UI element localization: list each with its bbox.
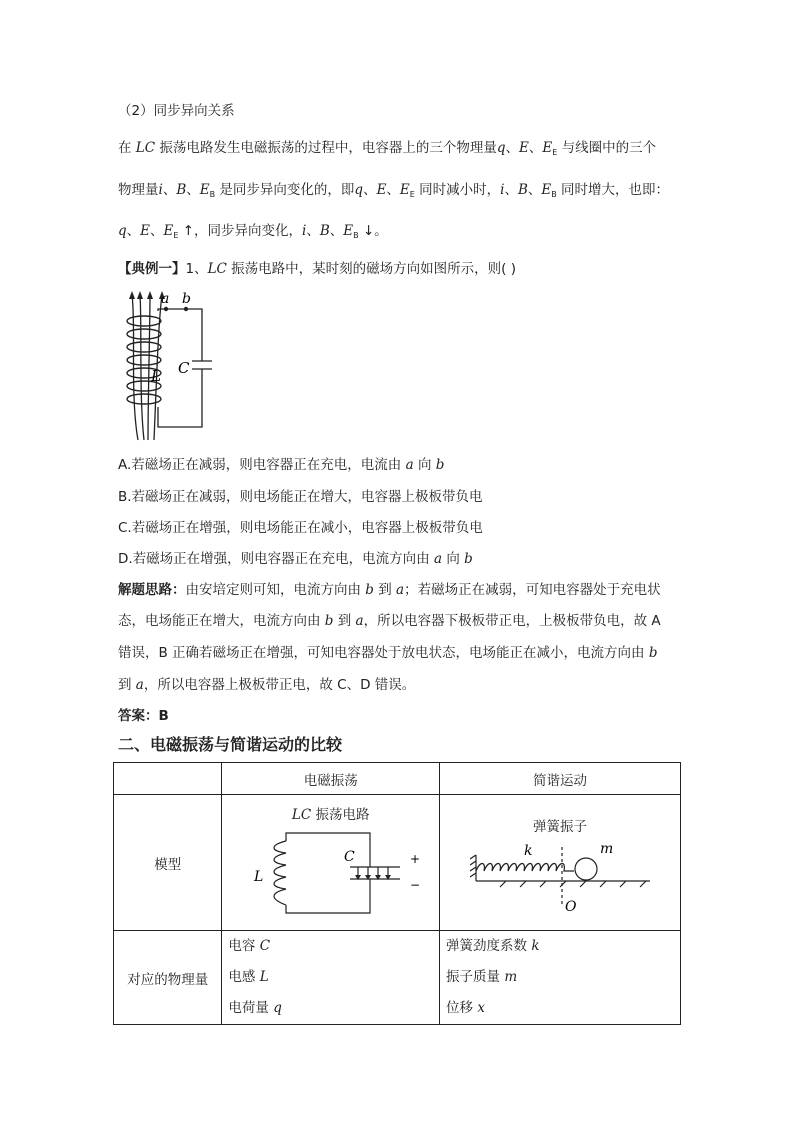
text: 、 (329, 223, 344, 239)
answer: 答案：B (118, 708, 169, 724)
text: 到 (373, 582, 397, 598)
symbol: b (435, 457, 445, 473)
symbol: b (648, 645, 658, 661)
text: 电容 (228, 938, 260, 954)
text: ↓。 (358, 223, 388, 239)
text: 、 (126, 223, 141, 239)
solution-line-1 (118, 581, 661, 599)
symbol-b: B (176, 182, 187, 198)
option-b: B.若磁场正在减弱，则电场能正在增大，电容器上极板带负电 (118, 489, 483, 505)
paragraph-line-2 (118, 181, 669, 204)
list-item (228, 993, 439, 1024)
text: 是同步异向变化的，即 (215, 182, 355, 198)
symbol-e: E (376, 182, 387, 198)
arrow-icon (129, 291, 165, 299)
symbol: C (259, 938, 271, 954)
text: ；若磁场正在减弱，可知电容器处于充电状 (404, 582, 661, 598)
symbol: a (405, 457, 414, 473)
symbol-eb: E (541, 182, 552, 198)
list-item (446, 993, 680, 1024)
list-item (228, 962, 439, 993)
text: 、 (306, 223, 320, 239)
symbol-eb: E (199, 182, 210, 198)
symbol-i: i (302, 223, 307, 239)
floor-hatch (500, 881, 646, 887)
option-d (118, 550, 473, 568)
text: 、 (505, 140, 520, 156)
symbol-i: i (500, 182, 505, 198)
symbol: L (259, 969, 269, 985)
list-item (446, 931, 680, 962)
lc-caption (222, 803, 439, 823)
text: 、 (150, 223, 164, 239)
label-o: O (565, 899, 577, 915)
spring-caption: 弹簧振子 (533, 819, 587, 835)
text: 由安培定则可知，电流方向由 (185, 582, 366, 598)
table-row (114, 931, 681, 1025)
label-c: C (344, 849, 356, 865)
text: 向 (413, 457, 436, 473)
text: 在 (118, 140, 136, 156)
lc-circuit-diagram (250, 825, 430, 925)
text: A.若磁场正在减弱，则电容器正在充电，电流由 (118, 457, 406, 473)
symbol: k (531, 938, 540, 954)
symbol: q (273, 1000, 282, 1016)
coil (274, 841, 286, 905)
symbol: a (396, 582, 405, 598)
text: 振荡电路中，某时刻的磁场方向如图所示，则( ) (226, 261, 517, 277)
text: 电感 (228, 969, 260, 985)
plus-sign: + (410, 852, 421, 866)
text: 到 (118, 677, 136, 693)
symbol-i: i (158, 182, 163, 198)
spring (476, 864, 574, 872)
text: 同时减小时， (414, 182, 501, 198)
shm-quantities (440, 931, 681, 1025)
symbol-ee: E (399, 182, 410, 198)
example-tag: 【典例一】 (118, 261, 186, 277)
spring-model-cell (440, 795, 681, 931)
symbol-lc: LC (207, 261, 227, 277)
symbol-ee: E (163, 223, 174, 239)
symbol-lc: LC (291, 807, 312, 823)
table-header-cell: 简谐运动 (440, 763, 681, 795)
text: 与线圈中的三个 (557, 140, 657, 156)
row-label: 模型 (114, 795, 222, 931)
node-b (184, 307, 188, 311)
subscript: E (552, 148, 558, 157)
minus-sign: − (410, 878, 421, 892)
row-label: 对应的物理量 (114, 931, 222, 1025)
symbol-e: E (519, 140, 529, 156)
subscript: B (209, 190, 216, 199)
node-a (164, 307, 168, 311)
circuit-wire (286, 833, 370, 867)
symbol-q: q (118, 223, 127, 239)
text: 、 (363, 182, 377, 198)
text: 、 (528, 140, 543, 156)
solution-line-3 (118, 644, 658, 662)
symbol: b (365, 582, 374, 598)
option-a (118, 456, 444, 474)
section-heading: 二、电磁振荡与简谐运动的比较 (118, 735, 343, 754)
text: 、 (386, 182, 400, 198)
solution-label: 解题思路： (118, 582, 186, 598)
list-item (228, 931, 439, 962)
table-header-cell (114, 763, 222, 795)
label-k: k (524, 843, 533, 859)
symbol: a (433, 551, 443, 567)
mass-ball (575, 858, 597, 880)
symbol: m (504, 969, 518, 985)
option-c: C.若磁场正在增强，则电场能正在减小，电容器上极板带负电 (118, 520, 483, 536)
label-m: m (600, 841, 614, 857)
label-l: L (254, 869, 264, 885)
text: 态，电场能正在增大，电流方向由 (118, 613, 325, 629)
circuit-wire (286, 879, 370, 913)
text: 、 (186, 182, 200, 198)
symbol-lc: LC (135, 140, 156, 156)
symbol-q: q (354, 182, 364, 198)
symbol-q: q (496, 140, 506, 156)
solution-line-2 (118, 612, 661, 630)
text: D.若磁场正在增强，则电容器正在充电，电流方向由 (118, 551, 434, 567)
subscript: E (173, 231, 179, 240)
table-header-cell: 电磁振荡 (222, 763, 440, 795)
text: 弹簧劲度系数 (446, 938, 532, 954)
em-quantities (222, 931, 440, 1025)
text: ，所以电容器下极板带正电，上极板带负电，故 A (363, 613, 661, 629)
text: 振荡电路发生电磁振荡的过程中，电容器上的三个物理量 (155, 140, 497, 156)
text: ↑，同步异向变化， (178, 223, 303, 239)
text: 同时增大，也即： (556, 182, 670, 198)
solution-line-4 (118, 676, 415, 694)
symbol: x (477, 1000, 485, 1016)
text: 错误，B 正确若磁场正在增强，可知电容器处于放电状态，电场能正在减小，电流方向由 (118, 645, 649, 661)
subscript: E (409, 190, 415, 199)
text: 向 (442, 551, 465, 567)
text: 电荷量 (228, 1000, 274, 1016)
symbol-eb: E (343, 223, 354, 239)
subscript: B (353, 231, 359, 240)
text: 位移 (446, 1000, 478, 1016)
text: ，所以电容器上极板带正电，故 C、D 错误。 (143, 677, 416, 693)
paragraph-line-1 (118, 139, 656, 162)
text: 物理量 (118, 182, 159, 198)
subscript: B (551, 190, 557, 199)
label-l: L (151, 367, 161, 385)
symbol: b (464, 551, 473, 567)
text: 、 (504, 182, 518, 198)
wall-hatch (470, 855, 476, 877)
symbol-b: B (319, 223, 330, 239)
symbol: a (135, 677, 144, 693)
text: 到 (333, 613, 356, 629)
symbol: a (355, 613, 364, 629)
text: 1、 (185, 261, 208, 277)
example-question (118, 260, 516, 278)
subsection-heading: （2）同步异向关系 (118, 103, 235, 119)
text: 振子质量 (446, 969, 505, 985)
list-item (446, 962, 680, 993)
table-header-row (114, 763, 681, 795)
paragraph-line-3 (118, 222, 388, 245)
symbol-ee: E (542, 140, 553, 156)
symbol: b (324, 613, 334, 629)
table-row (114, 795, 681, 931)
label-c: C (178, 359, 190, 377)
label-b: b (182, 291, 191, 307)
symbol-e: E (140, 223, 151, 239)
lc-model-cell (222, 795, 440, 931)
symbol-b: B (517, 182, 528, 198)
text: 振荡电路 (311, 807, 370, 823)
text: 、 (162, 182, 177, 198)
comparison-table (113, 762, 681, 1025)
label-a: a (161, 291, 170, 307)
spring-oscillator-diagram (470, 839, 670, 927)
text: 、 (527, 182, 542, 198)
lc-circuit-figure (112, 285, 212, 445)
